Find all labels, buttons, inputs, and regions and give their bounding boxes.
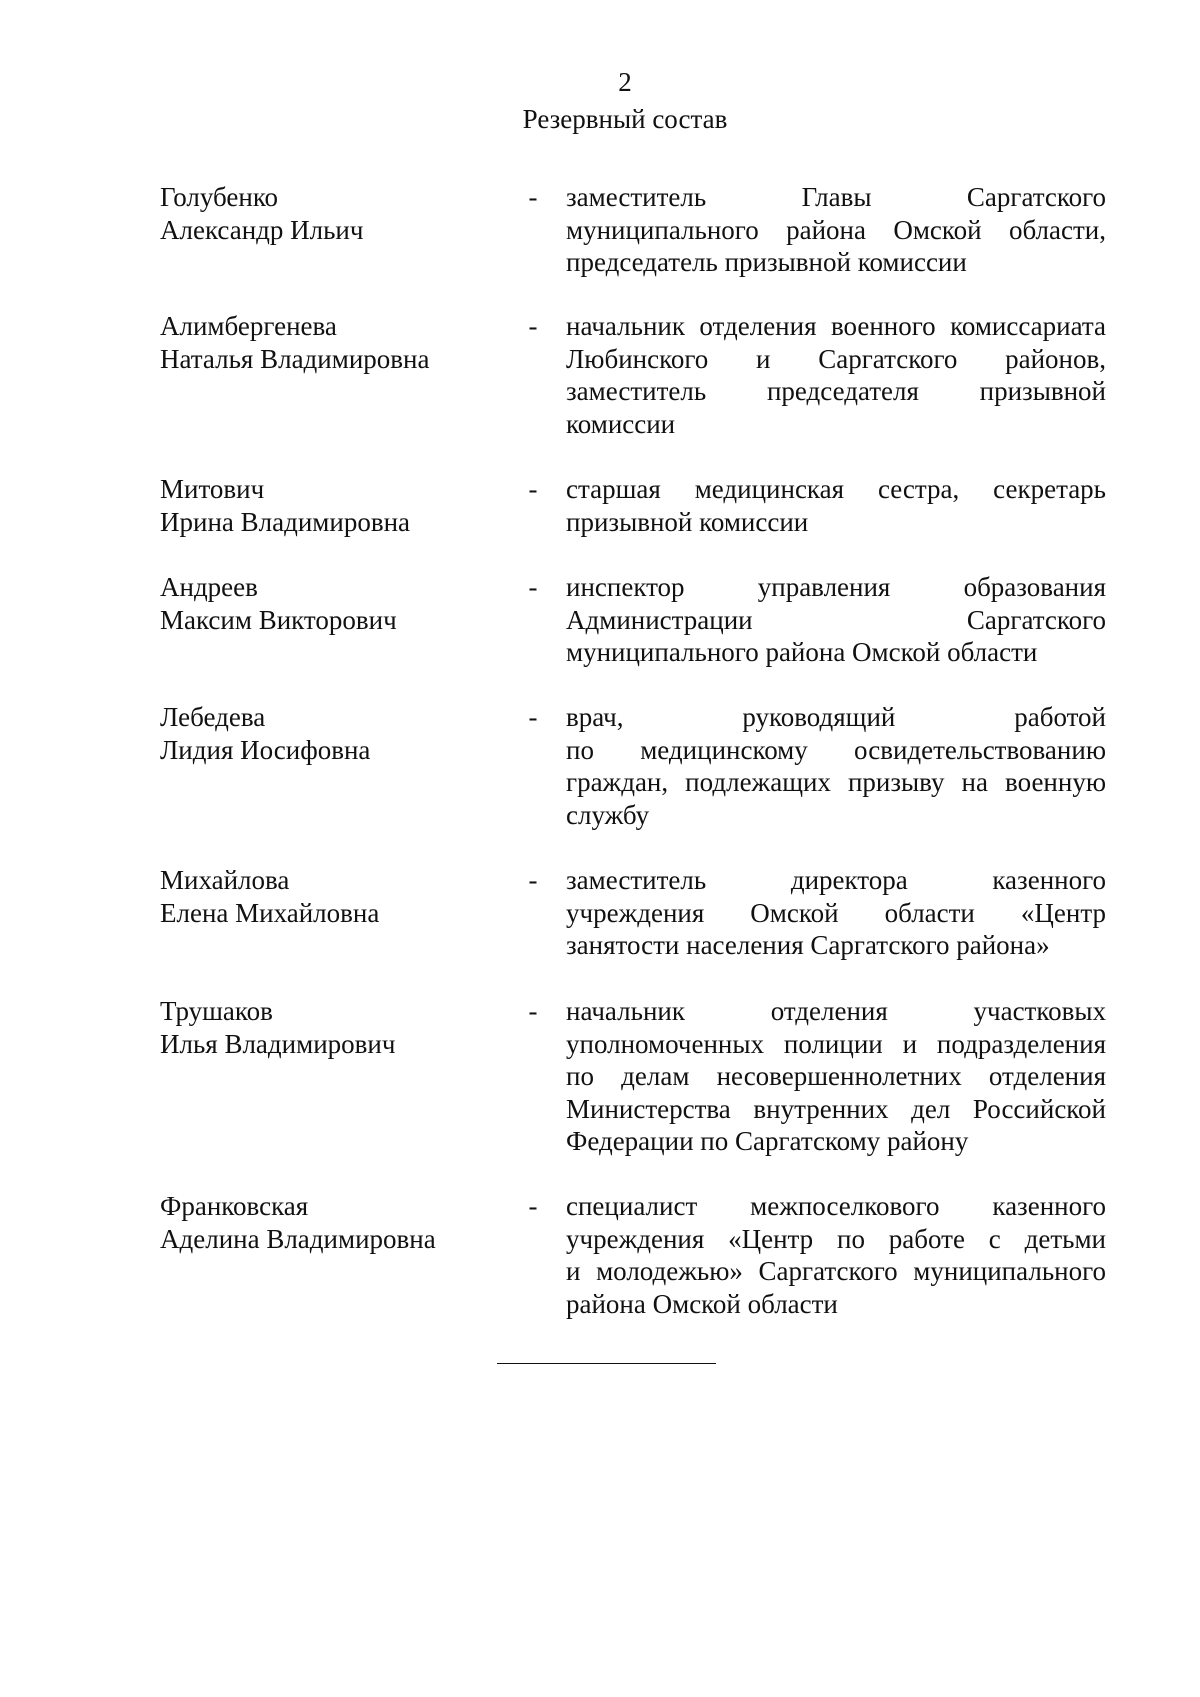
member-position xyxy=(566,571,1106,669)
member-given-names: Наталья Владимировна xyxy=(160,343,430,374)
position-line: председатель призывной комиссии xyxy=(566,247,967,277)
member-position xyxy=(566,473,1106,538)
member-position xyxy=(566,864,1106,962)
position-line: занятости населения Саргатского района» xyxy=(566,930,1050,960)
position-line: учреждения Омской области «Центр xyxy=(566,897,1106,928)
member-name xyxy=(160,571,520,636)
position-line: учреждения «Центр по работе с детьми xyxy=(566,1223,1106,1254)
position-line: врач, руководящий работой xyxy=(566,702,1106,732)
member-position xyxy=(566,995,1106,1158)
member-position xyxy=(566,310,1106,440)
entry-dash: - xyxy=(528,474,538,504)
member-surname: Голубенко xyxy=(160,182,279,212)
position-line: заместитель председателя призывной xyxy=(566,376,1106,406)
entry-dash: - xyxy=(528,702,538,732)
member-given-names: Елена Михайловна xyxy=(160,897,380,928)
position-line: заместитель Главы Саргатского xyxy=(566,182,1106,212)
member-given-names: Ирина Владимировна xyxy=(160,506,411,537)
position-line: призывной комиссии xyxy=(566,506,809,537)
position-line: специалист межпоселкового казенного xyxy=(566,1191,1106,1221)
position-line: заместитель директора казенного xyxy=(566,865,1106,895)
member-surname: Митович xyxy=(160,474,265,504)
entry-dash: - xyxy=(528,865,538,895)
end-of-list-rule xyxy=(497,1363,716,1364)
position-line: по делам несовершеннолетних отделения xyxy=(566,1061,1106,1091)
position-line: муниципального района Омской области, xyxy=(566,214,1106,245)
entry-dash: - xyxy=(528,572,538,602)
member-surname: Франковская xyxy=(160,1191,309,1221)
entry-dash: - xyxy=(528,182,538,212)
member-name xyxy=(160,310,520,375)
member-surname: Трушаков xyxy=(160,996,273,1026)
position-line: старшая медицинская сестра, секретарь xyxy=(566,474,1106,504)
entry-dash: - xyxy=(528,311,538,341)
page-number: 2 xyxy=(618,67,632,97)
position-line: Любинского и Саргатского районов, xyxy=(566,343,1106,374)
position-line: Федерации по Саргатскому району xyxy=(566,1126,969,1156)
position-line: муниципального района Омской области xyxy=(566,637,1038,667)
entry-dash: - xyxy=(528,996,538,1026)
member-name xyxy=(160,995,520,1060)
position-line: комиссии xyxy=(566,408,676,439)
position-line: начальник отделения участковых xyxy=(566,996,1106,1026)
member-name xyxy=(160,864,520,929)
member-given-names: Александр Ильич xyxy=(160,214,364,245)
member-given-names: Илья Владимирович xyxy=(160,1028,396,1059)
entry-dash: - xyxy=(528,1191,538,1221)
member-name xyxy=(160,701,520,766)
position-line: уполномоченных полиции и подразделения xyxy=(566,1028,1106,1059)
member-given-names: Лидия Иосифовна xyxy=(160,734,371,765)
member-position xyxy=(566,181,1106,279)
position-line: и молодежью» Саргатского муниципального xyxy=(566,1256,1106,1286)
member-surname: Андреев xyxy=(160,572,258,602)
position-line: начальник отделения военного комиссариата xyxy=(566,311,1106,341)
member-surname: Лебедева xyxy=(160,702,266,732)
member-name xyxy=(160,1190,520,1255)
member-name xyxy=(160,181,520,246)
member-given-names: Максим Викторович xyxy=(160,604,397,635)
position-line: Администрации Саргатского xyxy=(566,604,1106,635)
position-line: инспектор управления образования xyxy=(566,572,1106,602)
member-name xyxy=(160,473,520,538)
section-title: Резервный состав xyxy=(522,104,728,134)
member-position xyxy=(566,701,1106,831)
position-line: по медицинскому освидетельствованию xyxy=(566,734,1106,765)
member-surname: Алимбергенева xyxy=(160,311,337,341)
position-line: района Омской области xyxy=(566,1288,838,1319)
position-line: граждан, подлежащих призыву на военную xyxy=(566,767,1106,797)
position-line: Министерства внутренних дел Российской xyxy=(566,1093,1106,1124)
member-surname: Михайлова xyxy=(160,865,290,895)
member-given-names: Аделина Владимировна xyxy=(160,1223,436,1254)
member-position xyxy=(566,1190,1106,1320)
position-line: службу xyxy=(566,799,650,830)
